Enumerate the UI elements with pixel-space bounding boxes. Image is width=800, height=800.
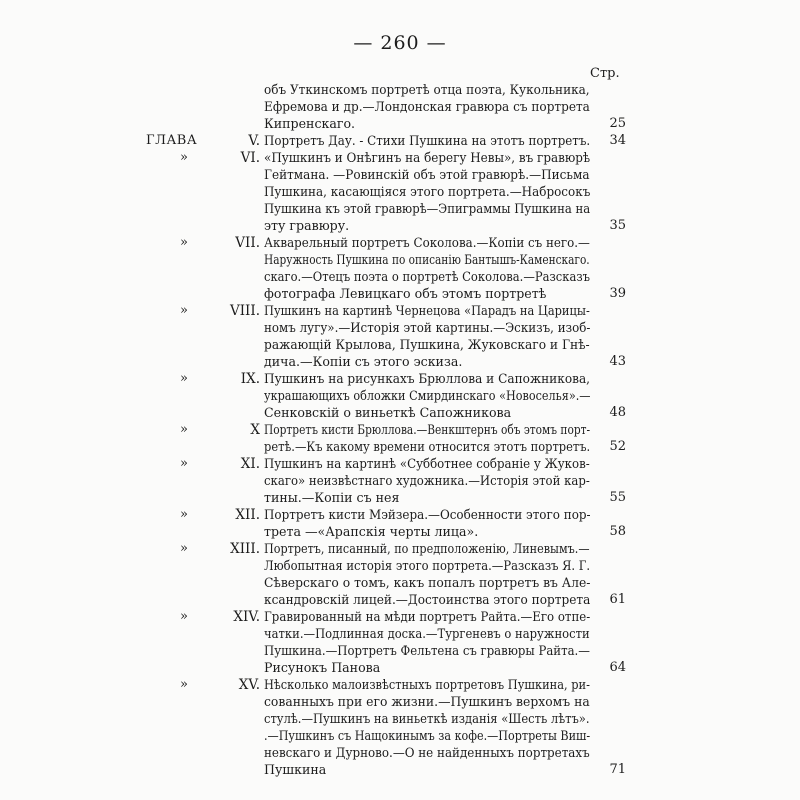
chapter-page: 35 — [609, 218, 626, 233]
chapter-number: VI. — [240, 150, 260, 166]
chapter-page: 58 — [609, 524, 626, 539]
chapter-line: сованныхъ при его жизни.—Пушкинъ верхомъ на — [264, 694, 590, 709]
chapter-number: XIV. — [233, 609, 260, 625]
chapter-line: Пушкинъ на картинѣ «Субботнее собраніе у Жуков- — [264, 456, 590, 471]
chapter-word: ГЛАВА — [146, 133, 198, 148]
page-column-label: Стр. — [590, 66, 620, 81]
ditto-mark: » — [180, 150, 188, 165]
chapter-line: дича.—Копіи съ этого эскиза. — [264, 354, 463, 369]
chapter-line: Сѣверскаго о томъ, какъ попалъ портретъ въ Але- — [264, 575, 591, 590]
chapter-line: номъ лугу».—Исторія этой картины.—Эскизъ, изоб- — [264, 320, 591, 335]
chapter-number: X — [250, 422, 260, 438]
chapter-number: VIII. — [229, 303, 260, 319]
chapter-page: 64 — [609, 660, 626, 675]
chapter-line: Любопытная исторія этого портрета.—Разсказъ Я. Г. — [264, 558, 591, 573]
chapter-page: 71 — [609, 762, 626, 777]
chapter-line: невскаго и Дурново.—О не найденныхъ портретахъ — [264, 745, 590, 760]
intro-line: Ефремова и др.—Лондонская гравюра съ портрета — [264, 99, 590, 114]
chapter-number: VII. — [235, 235, 260, 251]
chapter-number: XIII. — [230, 541, 260, 557]
chapter-line: Портретъ кисти Мэйзера.—Особенности этого пор- — [264, 507, 591, 522]
chapter-line: скаго» неизвѣстнаго художника.—Исторія этой кар- — [264, 473, 590, 488]
chapter-page: 39 — [609, 286, 626, 301]
chapter-line: Пушкинъ на рисункахъ Брюллова и Сапожникова, — [264, 371, 591, 386]
chapter-line: эту гравюру. — [264, 218, 350, 233]
chapter-number: IX. — [240, 371, 260, 387]
ditto-mark: » — [180, 677, 188, 692]
chapter-line: Гравированный на мѣди портретъ Райта.—Его отпе- — [264, 609, 591, 624]
chapter-line: Портретъ Дау. - Стихи Пушкина на этотъ портретъ. — [264, 133, 591, 148]
ditto-mark: » — [180, 609, 188, 624]
chapter-page: 43 — [609, 354, 626, 369]
chapter-line: ретѣ.—Къ какому времени относится этотъ портретъ. — [264, 439, 591, 454]
chapter-number: XV. — [238, 677, 260, 693]
chapter-line: Сенковскій о виньеткѣ Сапожникова — [264, 405, 512, 420]
chapter-line: Пушкинъ на картинѣ Чернецова «Парадъ на Царицы- — [264, 303, 590, 318]
intro-line: объ Уткинскомъ портретѣ отца поэта, Кукольника, — [264, 82, 590, 97]
chapter-page: 55 — [609, 490, 626, 505]
chapter-line: Гейтмана. —Ровинскій объ этой гравюрѣ.—Письма — [264, 167, 590, 182]
chapter-line: Рисунокъ Панова — [264, 660, 381, 675]
chapter-line: Пушкина — [264, 762, 327, 777]
ditto-mark: » — [180, 371, 188, 386]
chapter-line: скаго.—Отецъ поэта о портретѣ Соколова.—Разсказъ — [264, 269, 590, 284]
ditto-mark: » — [180, 422, 188, 437]
chapter-page: 52 — [609, 439, 626, 454]
chapter-line: Портретъ, писанный, по предположенію, Линевымъ.— — [264, 541, 590, 556]
chapter-page: 61 — [609, 592, 626, 607]
chapter-line: ксандровскій лицей.—Достоинства этого портрета — [264, 592, 591, 607]
chapter-line: Акварельный портретъ Соколова.—Копіи съ него.— — [264, 235, 590, 250]
chapter-line: Пушкина.—Портретъ Фельтена съ гравюры Райта.— — [264, 643, 590, 658]
chapter-line: Портретъ кисти Брюллова.—Венкштернъ объ этомъ порт- — [264, 422, 591, 437]
chapter-line: Нѣсколько малоизвѣстныхъ портретовъ Пушкина, ри- — [264, 677, 590, 692]
chapter-line: тины.—Копіи съ нея — [264, 490, 400, 505]
intro-line: Кипренскаго. — [264, 116, 356, 131]
ditto-mark: » — [180, 456, 188, 471]
chapter-line: чатки.—Подлинная доска.—Тургеневъ о наружности — [264, 626, 590, 641]
page-number: — 260 — — [353, 32, 447, 54]
chapter-line: стулѣ.—Пушкинъ на виньеткѣ изданія «Шесть лѣтъ». — [264, 711, 590, 726]
chapter-page: 34 — [609, 133, 626, 148]
intro-page: 25 — [609, 116, 626, 131]
ditto-mark: » — [180, 507, 188, 522]
chapter-line: «Пушкинъ и Онѣгинъ на берегу Невы», въ гравюрѣ — [264, 150, 591, 165]
ditto-mark: » — [180, 235, 188, 250]
chapter-number: V. — [248, 133, 260, 149]
ditto-mark: » — [180, 541, 188, 556]
chapter-line: Пушкина, касающіяся этого портрета.—Набросокъ — [264, 184, 591, 199]
chapter-page: 48 — [609, 405, 626, 420]
chapter-line: фотографа Левицкаго объ этомъ портретѣ — [264, 286, 547, 301]
chapter-line: украшающихъ обложки Смирдинскаго «Новоселья».— — [264, 388, 591, 403]
chapter-number: XI. — [240, 456, 260, 472]
chapter-line: Пушкина къ этой гравюрѣ—Эпиграммы Пушкина на — [264, 201, 591, 216]
chapter-line: ражающій Крылова, Пушкина, Жуковскаго и Гнѣ- — [264, 337, 590, 352]
chapter-number: XII. — [235, 507, 260, 523]
chapter-line: Наружность Пушкина по описанію Бантышъ-Каменскаго. — [264, 252, 590, 267]
chapter-line: .—Пушкинъ съ Нащокинымъ за кофе.—Портреты Виш- — [264, 728, 591, 743]
chapter-line: трета —«Арапскія черты лица». — [264, 524, 479, 539]
ditto-mark: » — [180, 303, 188, 318]
